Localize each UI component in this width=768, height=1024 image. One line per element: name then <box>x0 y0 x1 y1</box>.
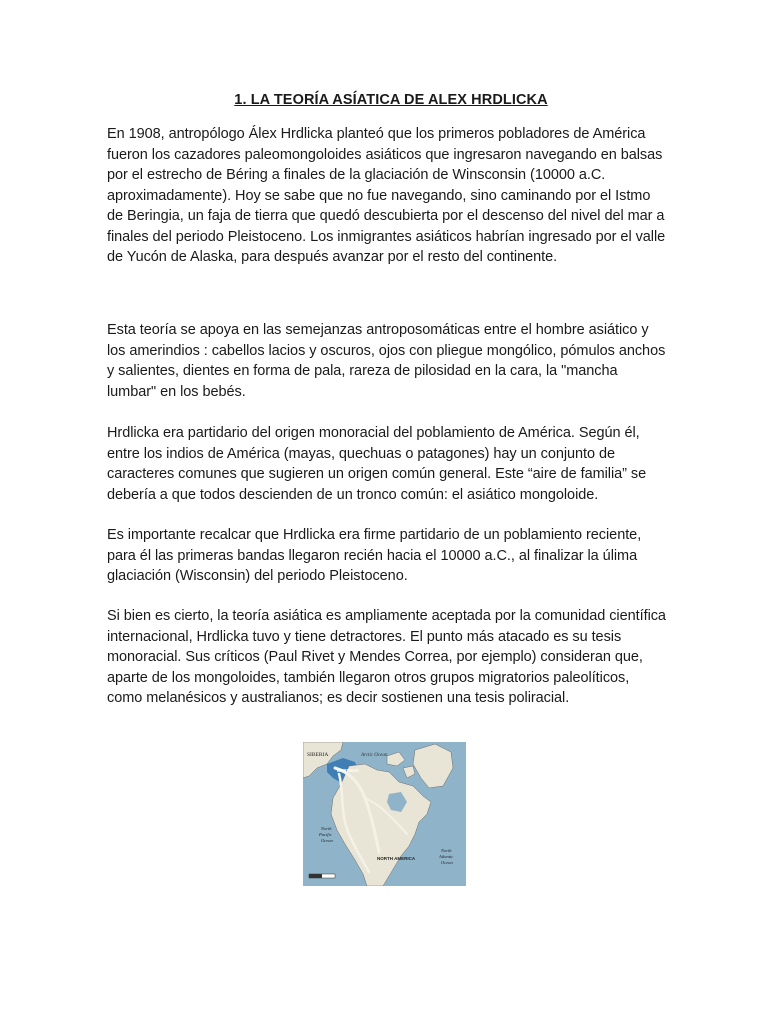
label-north-america: NORTH AMERICA <box>377 856 416 861</box>
label-pacific-line3: Ocean <box>321 838 333 843</box>
label-pacific-line1: North <box>321 826 332 831</box>
label-atlantic-line1: North <box>441 848 452 853</box>
page-title: 1. LA TEORÍA ASÍATICA DE ALEX HRDLICKA <box>234 92 548 108</box>
label-atlantic-line3: Ocean <box>441 860 453 865</box>
label-siberia: SIBERIA <box>307 752 329 758</box>
label-beringia: BERINGIA <box>337 768 360 773</box>
paragraph-intro: En 1908, antropólogo Álex Hrdlicka planteó que los primeros pobladores de América fueron los cazadores paleomongoloides asiáticos que ingresaron navegando en balsas por el estrecho de Béring a finales de la glaciación de Winsconsin (10000 a.C. aproximadamente). Hoy se sabe que no fue navegando, sino caminando por el Istmo de Beringia, un faja de tierra que quedó descubierta por el descenso del nivel del mar a finales del periodo Pleistoceno. Los inmigrantes asiáticos habrían ingresado por el valle de Yucón de Alaska, para después avanzar por el resto del continente. <box>107 126 666 265</box>
label-atlantic-line2: Atlantic <box>439 854 454 859</box>
paragraph-monoracial: Hrdlicka era partidario del origen monoracial del poblamiento de América. Según él, entre los indios de América (mayas, quechuas o patagones) hay un conjunto de caracteres comunes que sugieren un origen común general. Este “aire de familia” se debería a que todos descienden de un tronco común: el asiático mongoloide. <box>107 425 647 503</box>
map-graphic <box>303 742 466 886</box>
paragraph-recent-settlement: Es importante recalcar que Hrdlicka era firme partidario de un poblamiento reciente, para él las primeras bandas llegaron recién hacia el 10000 a.C., al finalizar la úlima glaciación (Wisconsin) del periodo Pleistoceno. <box>107 527 642 584</box>
paragraph-evidence: Esta teoría se apoya en las semejanzas antroposomáticas entre el hombre asiático y los amerindios : cabellos lacios y oscuros, ojos con pliegue mongólico, pómulos anchos y salientes, dientes en forma de pala, rareza de pilosidad en la cara, la "mancha lumbar" en los bebés. <box>107 322 666 400</box>
beringia-migration-map <box>303 742 466 886</box>
paragraph-critics: Si bien es cierto, la teoría asiática es ampliamente aceptada por la comunidad científica internacional, Hrdlicka tuvo y tiene detractores. El punto más atacado es su tesis monoracial. Sus críticos (Paul Rivet y Mendes Correa, por ejemplo) consideran que, aparte de los mongoloides, también llegaron otros grupos migratorios paleolíticos, como melanésicos y australianos; es decir sostienen una tesis poliracial. <box>107 608 666 706</box>
label-pacific-line2: Pacific <box>319 832 332 837</box>
scale-bar-segment <box>309 874 322 878</box>
label-arctic-ocean: Arctic Ocean <box>361 753 388 758</box>
